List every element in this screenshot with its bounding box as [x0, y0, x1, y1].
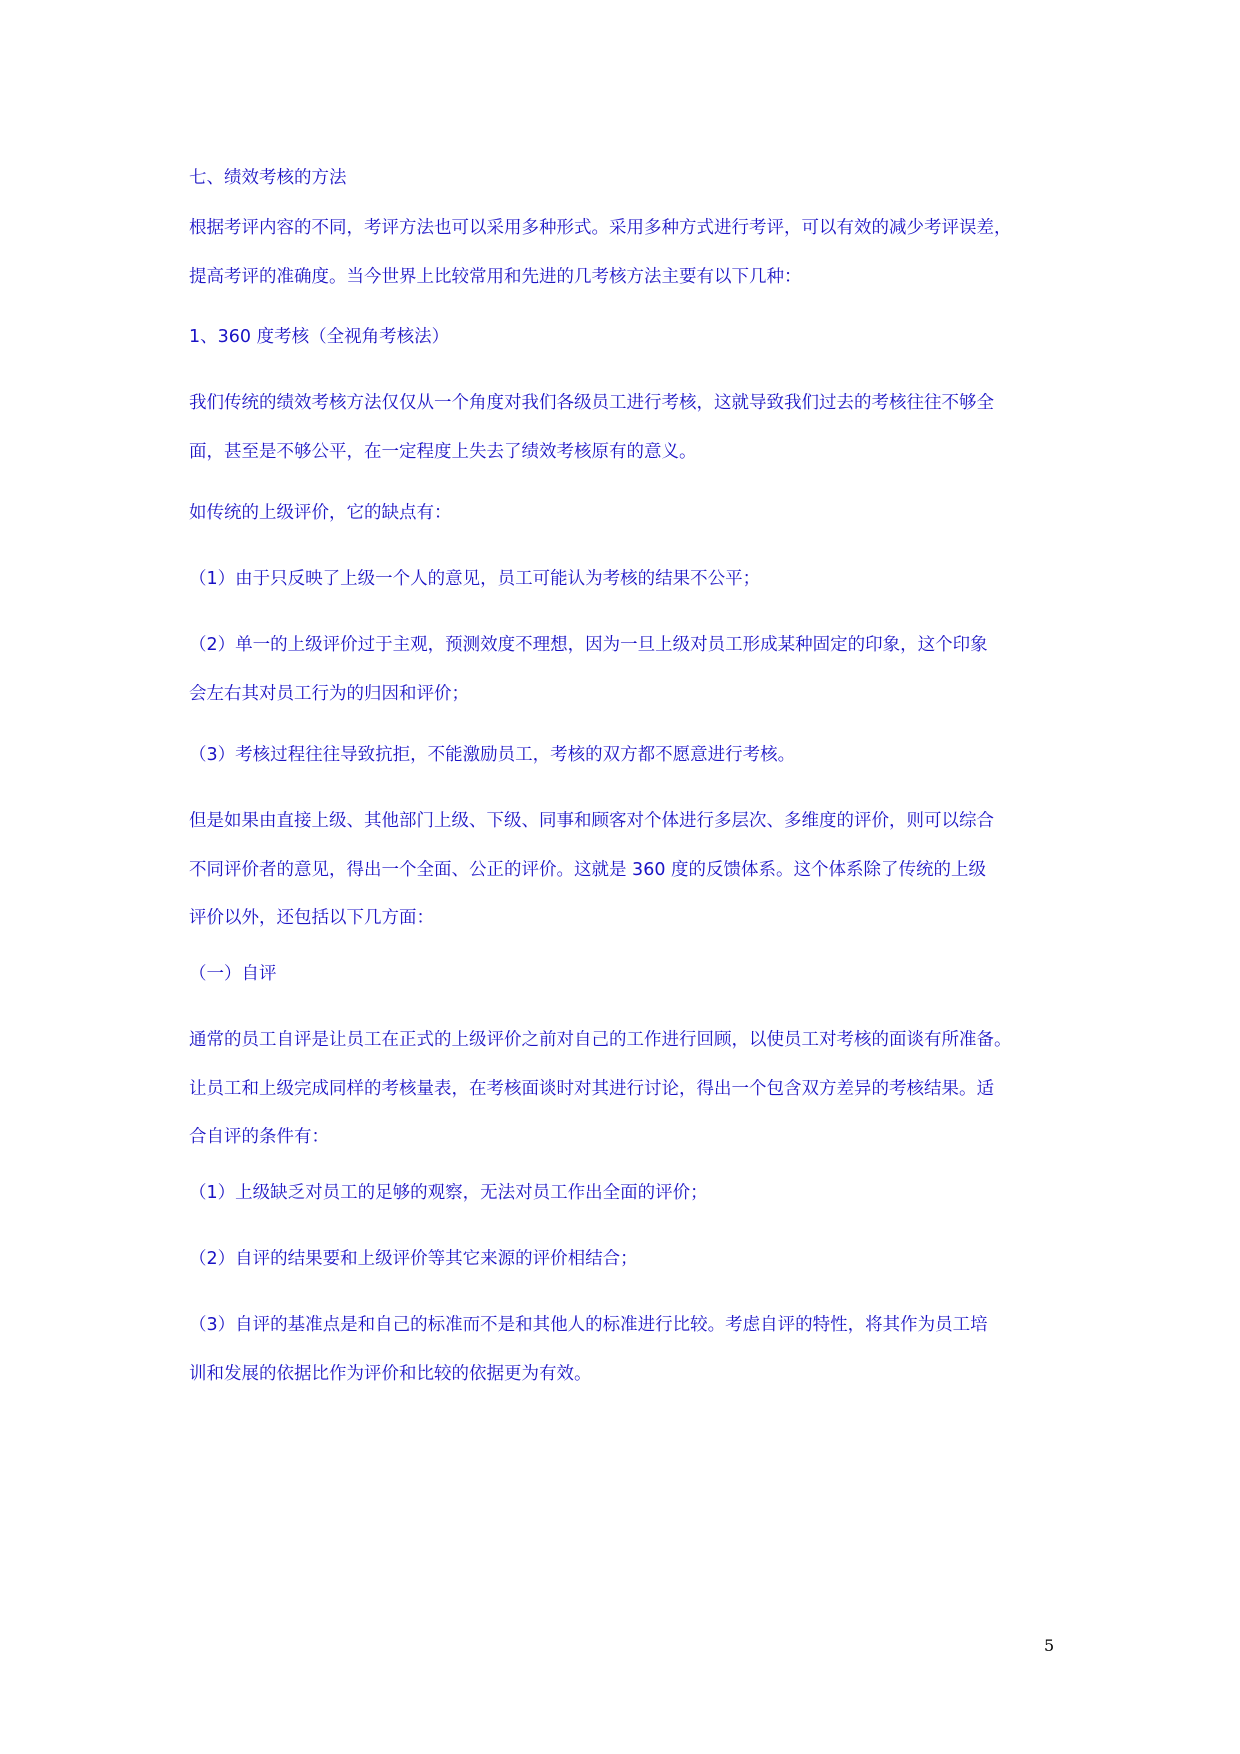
drawback-item-2: [189, 621, 1089, 718]
list-item-text: （1）由于只反映了上级一个人的意见，员工可能认为考核的结果不公平；: [189, 569, 761, 589]
paragraph-line: 但是如果由直接上级、其他部门上级、下级、同事和顾客对个体进行多层次、多维度的评价，则可以综合: [189, 811, 994, 831]
paragraph-line: 让员工和上级完成同样的考核量表，在考核面谈时对其进行讨论，得出一个包含双方差异的考核结果。适: [189, 1078, 994, 1099]
section-heading: [189, 154, 1089, 203]
self-eval-title: [189, 950, 1089, 999]
paragraph-line: 评价以外，还包括以下几方面：: [189, 908, 434, 928]
list-item-text: （2）单一的上级评价过于主观，预测效度不理想，因为一旦上级对员工形成某种固定的印象，这个印象: [189, 635, 988, 655]
list-item-text: （3）考核过程往往导致抗拒，不能激励员工，考核的双方都不愿意进行考核。: [189, 745, 796, 765]
drawbacks-intro-paragraph: [189, 489, 1089, 538]
subsection-title-text: 1、360 度考核（全视角考核法）: [189, 327, 450, 347]
condition-item-1: [189, 1169, 1089, 1218]
list-item-text: （2）自评的结果要和上级评价等其它来源的评价相结合；: [189, 1249, 638, 1269]
drawback-item-3: [189, 731, 1089, 780]
heading-text: 七、绩效考核的方法: [189, 168, 347, 188]
paragraph-line: 通常的员工自评是让员工在正式的上级评价之前对自己的工作进行回顾，以使员工对考核的面谈有所准备。: [189, 1030, 1012, 1050]
subsection-title-text: （一）自评: [189, 964, 277, 984]
subsection-title: [189, 313, 1089, 362]
list-item-text: （3）自评的基准点是和自己的标准而不是和其他人的标准进行比较。考虑自评的特性，将其作为员工培: [189, 1315, 988, 1335]
traditional-paragraph: [189, 379, 1089, 476]
paragraph-line: 不同评价者的意见，得出一个全面、公正的评价。这就是 360 度的反馈体系。这个体系除了传统的上级: [189, 859, 987, 880]
paragraph-line: 如传统的上级评价，它的缺点有：: [189, 503, 452, 523]
intro-paragraph: [189, 204, 1089, 301]
list-item-text: （1）上级缺乏对员工的足够的观察，无法对员工作出全面的评价；: [189, 1183, 708, 1203]
page-number: 5: [1044, 1636, 1055, 1655]
list-item-text: 会左右其对员工行为的归因和评价；: [189, 683, 469, 704]
list-item-text: 训和发展的依据比作为评价和比较的依据更为有效。: [189, 1363, 592, 1384]
self-eval-paragraph: [189, 1016, 1089, 1162]
paragraph-line: 提高考评的准确度。当今世界上比较常用和先进的几考核方法主要有以下几种：: [189, 266, 802, 287]
condition-item-3: [189, 1301, 1089, 1398]
paragraph-line: 我们传统的绩效考核方法仅仅从一个角度对我们各级员工进行考核，这就导致我们过去的考核往往不够全: [189, 393, 994, 413]
paragraph-line: 根据考评内容的不同，考评方法也可以采用多种形式。采用多种方式进行考评，可以有效的减少考评误差，: [189, 218, 1012, 238]
paragraph-line: 面，甚至是不够公平，在一定程度上失去了绩效考核原有的意义。: [189, 441, 697, 462]
paragraph-line: 合自评的条件有：: [189, 1127, 329, 1147]
drawback-item-1: [189, 555, 1089, 604]
feedback-paragraph: [189, 797, 1089, 943]
condition-item-2: [189, 1235, 1089, 1284]
